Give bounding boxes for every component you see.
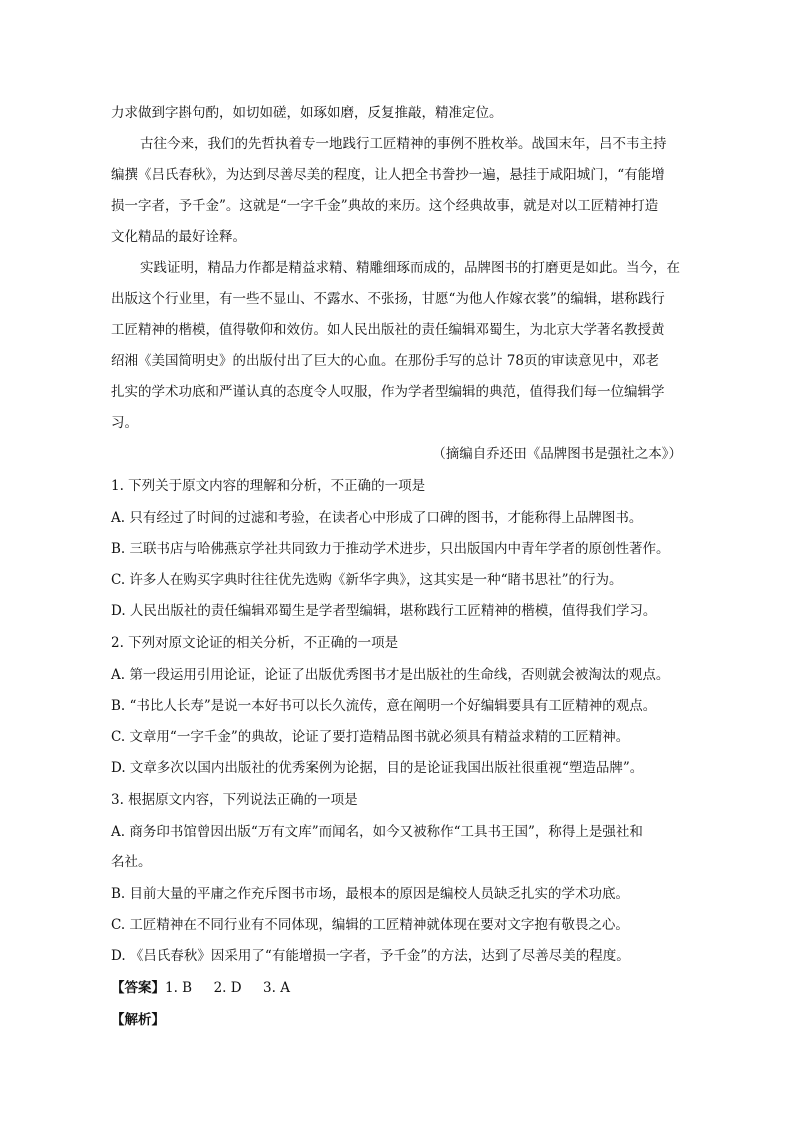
question-option: C. 工匠精神在不同行业有不同体现，编辑的工匠精神就体现在要对文字抱有敬畏之心。: [111, 917, 629, 933]
answer-item: 2. D: [213, 980, 242, 996]
text-line: 文化精品的最好诠释。: [111, 229, 246, 245]
text-line: 扎实的学术功底和严谨认真的态度令人叹服，作为学者型编辑的典范，值得我们每一位编辑学: [111, 384, 665, 400]
analysis-label: 【解析】: [111, 1012, 165, 1028]
question-option: B. “书比人长寿”是说一本好书可以长久流传，意在阐明一个好编辑要具有工匠精神的观点。: [111, 698, 657, 714]
question-option: C. 文章用“一字千金”的典故，论证了要打造精品图书就必须具有精益求精的工匠精神。: [111, 729, 630, 745]
answer-item: 1. B: [165, 980, 193, 996]
question-stem: 2. 下列对原文论证的相关分析，不正确的一项是: [111, 635, 399, 651]
question-option-continued: 名社。: [111, 854, 152, 870]
text-line: 出版这个行业里，有一些不显山、不露水、不张扬，甘愿“为他人作嫁衣裳”的编辑，堪称践行: [111, 291, 665, 307]
answer-line: [111, 978, 290, 998]
question-stem: 1. 下列关于原文内容的理解和分析，不正确的一项是: [111, 478, 426, 494]
text-line: 损一字者，予千金”。这就是“一字千金”典故的来历。这个经典故事，就是对以工匠精神打造: [111, 198, 659, 214]
question-option: D. 《吕氏春秋》因采用了“有能增损一字者，予千金”的方法，达到了尽善尽美的程度。: [111, 948, 630, 964]
question-option: C. 许多人在购买字典时往往优先选购《新华字典》，这其实是一种“睹书思社”的行为。: [111, 572, 623, 588]
question-option: D. 人民出版社的责任编辑邓蜀生是学者型编辑，堪称践行工匠精神的楷模，值得我们学习。: [111, 603, 657, 619]
question-stem: 3. 根据原文内容，下列说法正确的一项是: [111, 792, 358, 808]
text-line: 绍湘《美国简明史》的出版付出了巨大的心血。在那份手写的总计 78页的审读意见中，邓老: [111, 353, 659, 369]
question-option: A. 商务印书馆曾因出版“万有文库”而闻名，如今又被称作“工具书王国”，称得上是强社和: [111, 824, 643, 840]
text-line: 工匠精神的楷模，值得敬仰和效仿。如人民出版社的责任编辑邓蜀生，为北京大学著名教授黄: [111, 322, 665, 338]
answer-label: 【答案】: [111, 980, 165, 996]
question-option: B. 三联书店与哈佛燕京学社共同致力于推动学术进步，只出版国内中青年学者的原创性著作。: [111, 541, 670, 557]
text-line: 古往今来，我们的先哲执着专一地践行工匠精神的事例不胜枚举。战国末年，吕不韦主持: [140, 136, 667, 152]
text-line: 实践证明，精品力作都是精益求精、精雕细琢而成的，品牌图书的打磨更是如此。当今，在: [140, 260, 680, 276]
question-option: A. 第一段运用引用论证，论证了出版优秀图书才是出版社的生命线，否则就会被淘汰的观点。: [111, 667, 670, 683]
question-option: B. 目前大量的平庸之作充斥图书市场，最根本的原因是编校人员缺乏扎实的学术功底。: [111, 886, 630, 902]
text-line: 习。: [111, 415, 138, 431]
source-citation: （摘编自乔还田《品牌图书是强社之本》）: [432, 446, 682, 462]
text-line: 力求做到字斟句酌，如切如磋，如琢如磨，反复推敲，精准定位。: [111, 105, 503, 121]
answer-item: 3. A: [263, 980, 290, 996]
question-option: A. 只有经过了时间的过滤和考验，在读者心中形成了口碑的图书，才能称得上品牌图书。: [111, 510, 643, 526]
question-option: D. 文章多次以国内出版社的优秀案例为论据，目的是论证我国出版社很重视“塑造品牌”。: [111, 760, 644, 776]
text-line: 编撰《吕氏春秋》，为达到尽善尽美的程度，让人把全书誊抄一遍，悬挂于咸阳城门，“有能增: [111, 167, 665, 183]
